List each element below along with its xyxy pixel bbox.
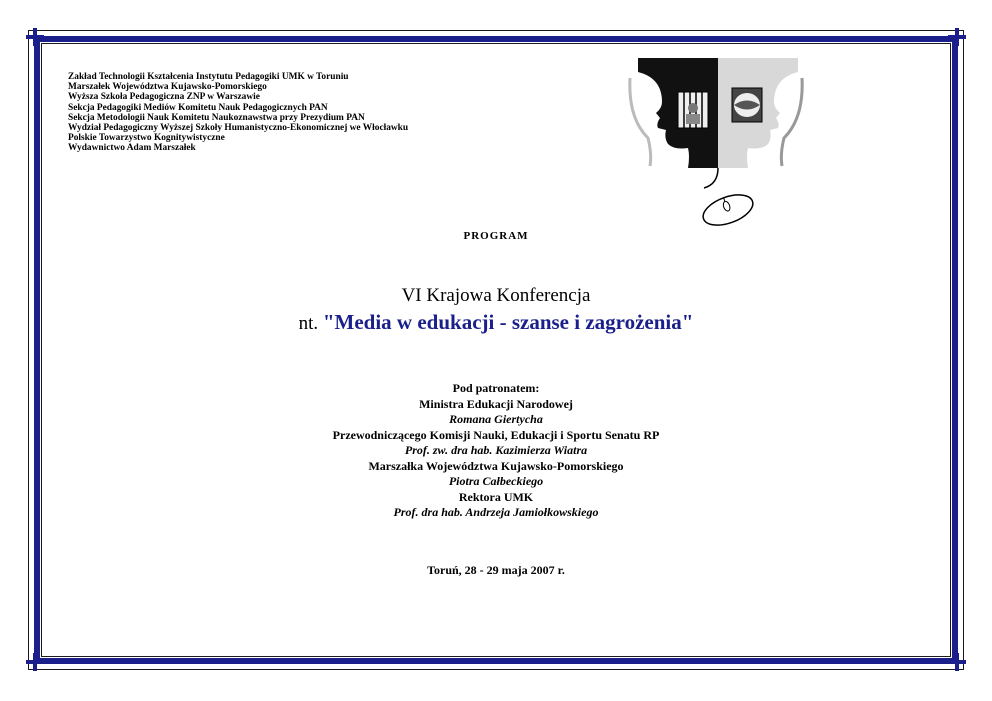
patron-office: Rektora UMK [458,489,534,504]
frame-corner-ornament-icon [26,28,44,46]
organizers-list [68,72,408,154]
organizer-item: Polskie Towarzystwo Kognitywistyczne [68,133,225,144]
patron-person: Prof. dra hab. Andrzeja Jamiołkowskiego [393,505,599,519]
patron-office: Przewodniczącego Komisji Nauki, Edukacji i Sportu Senatu RP [332,427,660,442]
organizer-item: Wydział Pedagogiczny Wyższej Szkoły Humanistyczno-Ekonomicznej we Włocławku [68,123,409,134]
frame-corner-ornament-icon [948,653,966,671]
conference-name: VI Krajowa Konferencja [401,285,591,306]
patron-office: Marszałka Województwa Kujawsko-Pomorskiego [368,458,624,473]
organizer-item: Sekcja Metodologii Nauk Komitetu Naukoznawstwa przy Prezydium PAN [68,112,365,123]
patronage-heading: Pod patronatem: [452,381,540,395]
organizer-item: Marszałek Województwa Kujawsko-Pomorskiego [68,82,267,93]
patron-office: Ministra Edukacji Narodowej [419,396,573,411]
organizer-item: Sekcja Pedagogiki Mediów Komitetu Nauk Pedagogicznych PAN [68,102,328,113]
patron-person: Prof. zw. dra hab. Kazimierza Wiatra [404,443,588,457]
frame-corner-ornament-icon [26,653,44,671]
patron-person: Piotra Całbeckiego [448,474,544,488]
conference-logo-heads-mouse-icon [628,58,804,226]
organizer-item: Zakład Technologii Kształcenia Instytutu Pedagogiki UMK w Toruniu [68,72,349,82]
conference-title-line [0,310,992,335]
organizer-item: Wyższa Szkoła Pedagogiczna ZNP w Warszawie [68,92,260,103]
frame-corner-ornament-icon [948,28,966,46]
organizer-item: Wydawnictwo Adam Marszałek [68,143,196,154]
patron-person: Romana Giertycha [449,412,543,426]
date-place: Toruń, 28 - 29 maja 2007 r. [427,563,565,577]
conference-title-prefix: nt. [298,313,319,334]
patronage-section [0,381,992,521]
conference-title: "Media w edukacji - szanse i zagrożenia" [322,310,694,334]
program-label: PROGRAM [463,230,529,242]
